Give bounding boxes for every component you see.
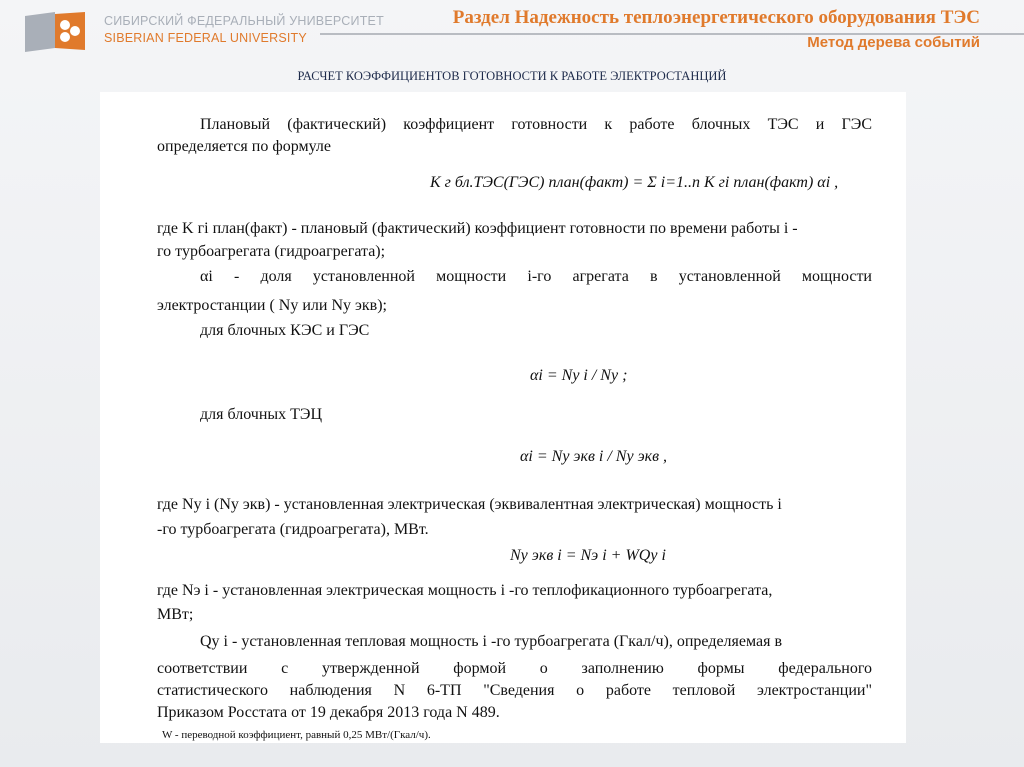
text-line: Плановый (фактический) коэффициент готовности к работе блочных ТЭС и ГЭС (200, 116, 872, 133)
text-line: -го турбоагрегата (гидроагрегата), МВт. (157, 521, 429, 538)
text-line: где Nу i (Nу экв) - установленная электрическая (эквивалентная электрическая) мощность i (157, 496, 782, 513)
university-name-ru: СИБИРСКИЙ ФЕДЕРАЛЬНЫЙ УНИВЕРСИТЕТ (104, 14, 384, 28)
subtitle: Метод дерева событий (807, 34, 980, 51)
text-line: определяется по формуле (157, 138, 331, 155)
formula-k: K г бл.ТЭС(ГЭС) план(факт) = Σ i=1..n K гi план(факт) αi , (430, 174, 839, 191)
text-line: для блочных КЭС и ГЭС (200, 322, 370, 339)
text-line: электростанции ( Nу или Nу экв); (157, 297, 387, 314)
formula-n-ekv: Nу экв i = Nэ i + WQу i (510, 547, 666, 564)
text-line: где Nэ i - установленная электрическая мощность i -го теплофикационного турбоагрегата, (157, 582, 773, 599)
text-line: Приказом Росстата от 19 декабря 2013 года N 489. (157, 704, 500, 721)
text-line: Qу i - установленная тепловая мощность i -го турбоагрегата (Гкал/ч), определяемая в (200, 633, 783, 650)
text-line: МВт; (157, 606, 194, 623)
text-line: соответствии с утвержденной формой о заполнению формы федерального (157, 660, 872, 677)
formula-alpha-tec: αi = Nу экв i / Nу экв , (520, 448, 668, 465)
section-title: Раздел Надежность теплоэнергетического оборудования ТЭС (452, 7, 980, 28)
document-image (100, 92, 906, 743)
university-name-en: SIBERIAN FEDERAL UNIVERSITY (104, 31, 307, 45)
text-line: для блочных ТЭЦ (200, 406, 323, 423)
footnote-line: W - переводной коэффициент, равный 0,25 МВт/(Гкал/ч). (162, 729, 431, 741)
text-line: го турбоагрегата (гидроагрегата); (157, 243, 386, 260)
university-logo-icon (25, 12, 95, 52)
slide-title: РАСЧЕТ КОЭФФИЦИЕНТОВ ГОТОВНОСТИ К РАБОТЕ ЭЛЕКТРОСТАНЦИЙ (297, 69, 727, 83)
text-line: статистического наблюдения N 6-ТП "Сведения о работе тепловой электростанции" (157, 682, 872, 699)
text-line: αi - доля установленной мощности i-го агрегата в установленной мощности (200, 268, 872, 285)
text-line: где K гi план(факт) - плановый (фактический) коэффициент готовности по времени работы i - (157, 220, 798, 237)
formula-alpha-kes: αi = Nу i / Nу ; (530, 367, 628, 384)
